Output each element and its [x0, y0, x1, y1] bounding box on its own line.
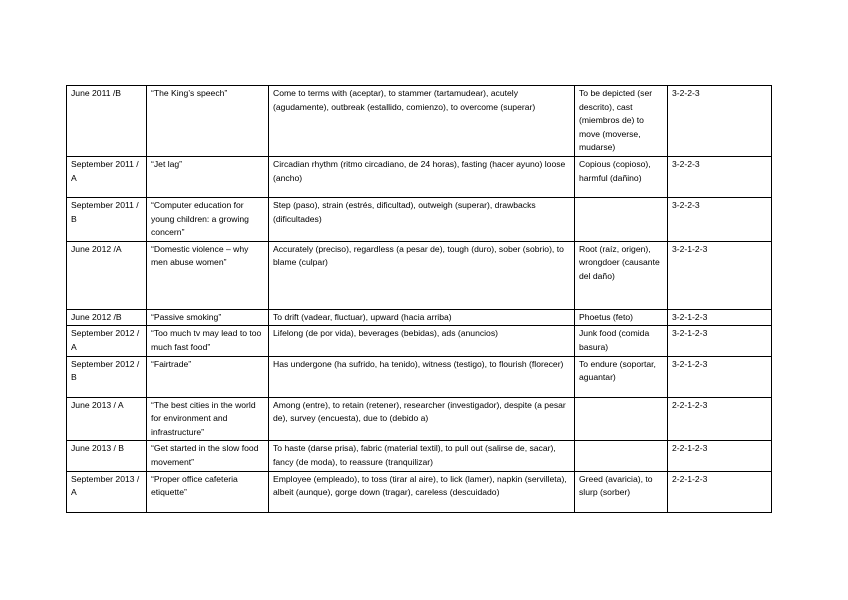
- cell-title: “Get started in the slow food movement”: [147, 441, 269, 471]
- table-row: [67, 326, 772, 356]
- cell-extra-vocabulary: Greed (avaricia), to slurp (sorber): [575, 471, 668, 512]
- cell-vocabulary: Lifelong (de por vida), beverages (bebidas), ads (anuncios): [269, 326, 575, 356]
- cell-vocabulary: Accurately (preciso), regardless (a pesar de), tough (duro), sober (sobrio), to blame (culpar): [269, 241, 575, 309]
- cell-extra-vocabulary: Junk food (comida basura): [575, 326, 668, 356]
- cell-score: 3-2-1-2-3: [668, 241, 772, 309]
- cell-date: September 2012 / B: [67, 356, 147, 397]
- cell-score: 3-2-1-2-3: [668, 309, 772, 326]
- cell-extra-vocabulary: Root (raíz, origen), wrongdoer (causante del daño): [575, 241, 668, 309]
- table-row: [67, 309, 772, 326]
- cell-title: “The best cities in the world for environment and infrastructure”: [147, 397, 269, 441]
- table-row: [67, 441, 772, 471]
- cell-extra-vocabulary: [575, 441, 668, 471]
- cell-date: September 2012 / A: [67, 326, 147, 356]
- table-row: [67, 197, 772, 241]
- cell-date: September 2011 / A: [67, 156, 147, 197]
- table-row: [67, 356, 772, 397]
- cell-title: “Jet lag”: [147, 156, 269, 197]
- cell-title: “The King’s speech”: [147, 86, 269, 157]
- cell-score: 3-2-2-3: [668, 197, 772, 241]
- table-row: [67, 156, 772, 197]
- cell-score: 2-2-1-2-3: [668, 471, 772, 512]
- cell-score: 3-2-2-3: [668, 156, 772, 197]
- cell-extra-vocabulary: Phoetus (feto): [575, 309, 668, 326]
- cell-score: 2-2-1-2-3: [668, 441, 772, 471]
- cell-title: “Proper office cafeteria etiquette”: [147, 471, 269, 512]
- cell-extra-vocabulary: Copious (copioso), harmful (dañino): [575, 156, 668, 197]
- cell-extra-vocabulary: To be depicted (ser descrito), cast (miembros de) to move (moverse, mudarse): [575, 86, 668, 157]
- cell-score: 3-2-1-2-3: [668, 356, 772, 397]
- cell-title: “Too much tv may lead to too much fast food”: [147, 326, 269, 356]
- cell-score: 3-2-2-3: [668, 86, 772, 157]
- cell-date: June 2013 / A: [67, 397, 147, 441]
- table-row: [67, 397, 772, 441]
- cell-score: 2-2-1-2-3: [668, 397, 772, 441]
- vocabulary-table-body: [67, 86, 772, 513]
- cell-extra-vocabulary: [575, 397, 668, 441]
- cell-vocabulary: Circadian rhythm (ritmo circadiano, de 24 horas), fasting (hacer ayuno) loose (ancho): [269, 156, 575, 197]
- cell-vocabulary: To drift (vadear, fluctuar), upward (hacia arriba): [269, 309, 575, 326]
- cell-title: “Fairtrade”: [147, 356, 269, 397]
- cell-date: June 2013 / B: [67, 441, 147, 471]
- cell-vocabulary: Has undergone (ha sufrido, ha tenido), witness (testigo), to flourish (florecer): [269, 356, 575, 397]
- cell-title: “Computer education for young children: a growing concern”: [147, 197, 269, 241]
- cell-date: June 2012 /B: [67, 309, 147, 326]
- cell-vocabulary: To haste (darse prisa), fabric (material textil), to pull out (salirse de, sacar), fancy (de moda), to reassure (tranquilizar): [269, 441, 575, 471]
- cell-vocabulary: Employee (empleado), to toss (tirar al aire), to lick (lamer), napkin (servilleta), albeit (aunque), gorge down (tragar), careless (descuidado): [269, 471, 575, 512]
- cell-title: “Domestic violence – why men abuse women”: [147, 241, 269, 309]
- cell-vocabulary: Among (entre), to retain (retener), researcher (investigador), despite (a pesar de), survey (encuesta), due to (debido a): [269, 397, 575, 441]
- cell-vocabulary: Come to terms with (aceptar), to stammer (tartamudear), acutely (agudamente), outbreak (estallido, comienzo), to overcome (superar): [269, 86, 575, 157]
- cell-title: “Passive smoking”: [147, 309, 269, 326]
- cell-date: June 2011 /B: [67, 86, 147, 157]
- cell-vocabulary: Step (paso), strain (estrés, dificultad), outweigh (superar), drawbacks (dificultades): [269, 197, 575, 241]
- cell-score: 3-2-1-2-3: [668, 326, 772, 356]
- table-row: [67, 86, 772, 157]
- vocabulary-table: [66, 85, 772, 513]
- cell-date: September 2011 / B: [67, 197, 147, 241]
- cell-extra-vocabulary: To endure (soportar, aguantar): [575, 356, 668, 397]
- cell-date: June 2012 /A: [67, 241, 147, 309]
- cell-extra-vocabulary: [575, 197, 668, 241]
- cell-date: September 2013 / A: [67, 471, 147, 512]
- table-row: [67, 471, 772, 512]
- table-row: [67, 241, 772, 309]
